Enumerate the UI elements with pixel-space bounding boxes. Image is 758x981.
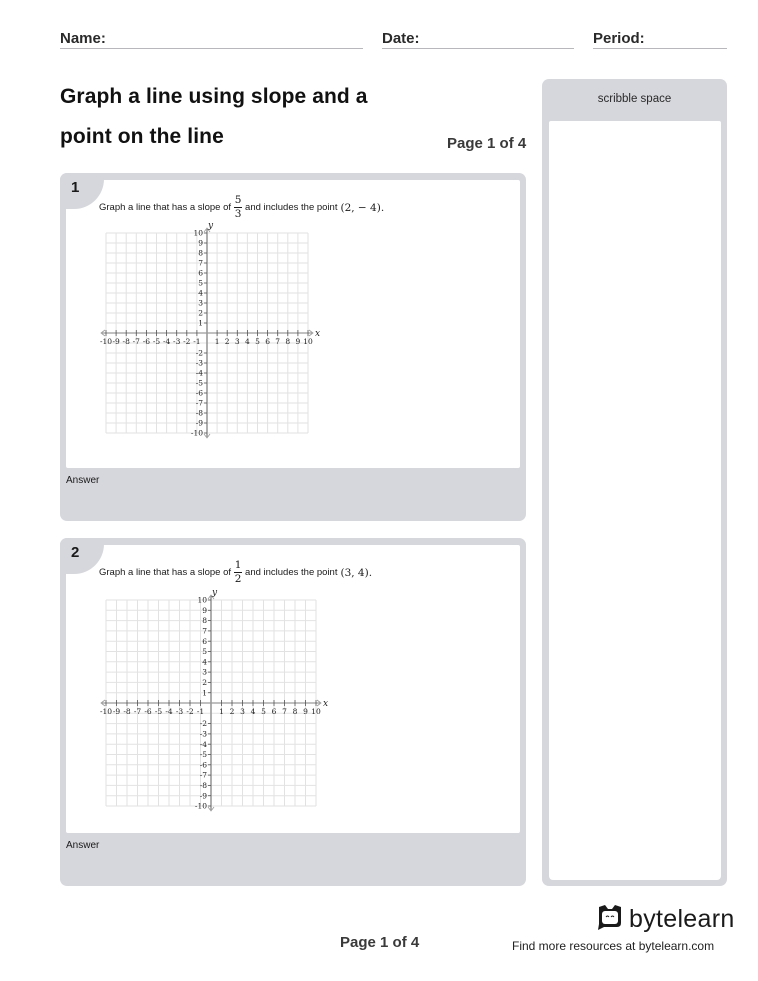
slope-numerator: 5 bbox=[234, 194, 242, 206]
svg-text:-7: -7 bbox=[195, 398, 203, 408]
svg-text:-8: -8 bbox=[199, 781, 207, 790]
svg-text:-5: -5 bbox=[154, 707, 163, 716]
svg-text:-7: -7 bbox=[133, 707, 142, 716]
svg-text:-2: -2 bbox=[199, 719, 207, 729]
svg-text:2: 2 bbox=[224, 337, 230, 346]
svg-text:6: 6 bbox=[202, 636, 207, 646]
scribble-area[interactable] bbox=[549, 121, 721, 880]
answer-label: Answer bbox=[66, 840, 100, 851]
svg-text:5: 5 bbox=[261, 707, 266, 716]
svg-text:-7: -7 bbox=[132, 337, 140, 346]
prompt-text: Graph a line that has a slope of bbox=[99, 567, 232, 578]
slope-fraction bbox=[234, 195, 242, 220]
svg-text:-8: -8 bbox=[123, 707, 131, 716]
svg-text:3: 3 bbox=[240, 707, 245, 716]
page-indicator-top: Page 1 of 4 bbox=[447, 135, 527, 152]
svg-text:-8: -8 bbox=[122, 337, 130, 346]
svg-text:-6: -6 bbox=[199, 760, 207, 770]
svg-text:9: 9 bbox=[202, 605, 207, 615]
problem-2-prompt bbox=[99, 560, 372, 585]
svg-text:1: 1 bbox=[202, 688, 207, 698]
svg-text:5: 5 bbox=[198, 278, 203, 288]
answer-label: Answer bbox=[66, 475, 100, 486]
problem-1-prompt bbox=[99, 195, 384, 220]
scribble-title: scribble space bbox=[597, 93, 672, 105]
svg-text:-4: -4 bbox=[195, 368, 203, 378]
bytelearn-logo bbox=[596, 903, 735, 936]
svg-text:-5: -5 bbox=[199, 750, 207, 760]
svg-text:-10: -10 bbox=[99, 337, 113, 346]
scribble-panel bbox=[542, 79, 727, 886]
svg-text:-3: -3 bbox=[175, 707, 184, 716]
svg-text:10: 10 bbox=[193, 228, 203, 238]
svg-text:8: 8 bbox=[285, 337, 291, 346]
coordinate-grid-1[interactable] bbox=[98, 221, 328, 441]
answer-field-1[interactable] bbox=[66, 493, 520, 515]
svg-text:1: 1 bbox=[198, 318, 203, 328]
svg-text:6: 6 bbox=[271, 707, 277, 716]
problem-number: 1 bbox=[71, 179, 80, 196]
svg-text:3: 3 bbox=[234, 337, 240, 346]
svg-text:8: 8 bbox=[198, 248, 203, 258]
svg-text:-5: -5 bbox=[195, 378, 203, 388]
bytelearn-cat-logo-icon bbox=[596, 903, 624, 936]
svg-text:1: 1 bbox=[219, 707, 224, 716]
svg-text:4: 4 bbox=[202, 657, 207, 667]
svg-text:9: 9 bbox=[198, 238, 203, 248]
svg-text:-10: -10 bbox=[99, 707, 113, 716]
svg-text:-6: -6 bbox=[195, 388, 203, 398]
coordinate-grid-2[interactable] bbox=[98, 588, 338, 814]
svg-text:-3: -3 bbox=[199, 729, 207, 739]
svg-text:5: 5 bbox=[255, 337, 260, 346]
svg-text:8: 8 bbox=[292, 707, 298, 716]
svg-text:1: 1 bbox=[214, 337, 220, 346]
answer-field-2[interactable] bbox=[66, 858, 520, 880]
svg-text:9: 9 bbox=[295, 337, 301, 346]
problem-number: 2 bbox=[71, 544, 80, 561]
svg-text:-2: -2 bbox=[183, 337, 191, 346]
svg-text:7: 7 bbox=[275, 337, 281, 346]
page-indicator-bottom: Page 1 of 4 bbox=[340, 934, 420, 951]
svg-text:9: 9 bbox=[303, 707, 308, 716]
svg-text:-2: -2 bbox=[195, 348, 203, 358]
svg-text:-6: -6 bbox=[142, 337, 151, 346]
svg-text:-8: -8 bbox=[195, 408, 203, 418]
svg-text:4: 4 bbox=[198, 288, 203, 298]
svg-text:7: 7 bbox=[198, 258, 203, 268]
svg-text:10: 10 bbox=[303, 337, 313, 346]
svg-text:-10: -10 bbox=[194, 801, 207, 811]
svg-text:3: 3 bbox=[202, 667, 207, 677]
svg-text:8: 8 bbox=[202, 616, 207, 626]
slope-denominator: 2 bbox=[234, 573, 242, 585]
svg-text:-9: -9 bbox=[199, 791, 207, 801]
svg-text:4: 4 bbox=[250, 707, 256, 716]
brand-name: bytelearn bbox=[629, 905, 735, 933]
prompt-text: Graph a line that has a slope of bbox=[99, 202, 232, 213]
svg-text:3: 3 bbox=[198, 298, 203, 308]
slope-fraction bbox=[234, 560, 242, 585]
svg-text:-3: -3 bbox=[173, 337, 181, 346]
svg-text:5: 5 bbox=[202, 647, 207, 657]
prompt-text-2: and includes the point bbox=[245, 202, 338, 213]
svg-text:2: 2 bbox=[229, 707, 235, 716]
svg-text:-7: -7 bbox=[199, 770, 207, 780]
slope-denominator: 3 bbox=[234, 208, 242, 220]
svg-text:-9: -9 bbox=[112, 707, 121, 716]
svg-text:10: 10 bbox=[311, 707, 321, 716]
svg-text:-6: -6 bbox=[144, 707, 152, 716]
date-field[interactable] bbox=[382, 30, 574, 49]
prompt-text-2: and includes the point bbox=[245, 567, 338, 578]
svg-text:4: 4 bbox=[245, 337, 250, 346]
worksheet-title-line-2: point on the line bbox=[60, 125, 224, 148]
svg-text:-2: -2 bbox=[186, 707, 194, 716]
svg-text:y: y bbox=[208, 221, 214, 231]
problem-card-2 bbox=[60, 538, 526, 886]
svg-text:-4: -4 bbox=[199, 739, 207, 749]
svg-text:y: y bbox=[212, 588, 218, 598]
svg-text:-4: -4 bbox=[162, 337, 171, 346]
svg-text:2: 2 bbox=[202, 678, 207, 687]
svg-text:-1: -1 bbox=[193, 337, 201, 346]
point-coordinates: (2, − 4). bbox=[340, 201, 385, 214]
svg-text:-4: -4 bbox=[165, 707, 173, 716]
svg-text:6: 6 bbox=[198, 268, 203, 278]
footer-tagline[interactable]: Find more resources at bytelearn.com bbox=[512, 939, 715, 953]
svg-text:7: 7 bbox=[282, 707, 287, 716]
name-label: Name: bbox=[60, 30, 106, 47]
svg-text:x: x bbox=[323, 699, 329, 709]
period-label: Period: bbox=[593, 30, 645, 47]
svg-text:x: x bbox=[315, 329, 321, 339]
svg-text:6: 6 bbox=[265, 337, 270, 346]
svg-text:2: 2 bbox=[198, 308, 203, 318]
svg-text:10: 10 bbox=[197, 595, 207, 605]
period-field[interactable] bbox=[593, 30, 727, 49]
svg-text:-10: -10 bbox=[190, 428, 203, 438]
svg-text:-9: -9 bbox=[195, 418, 203, 428]
problem-card-1 bbox=[60, 173, 526, 521]
svg-text:7: 7 bbox=[202, 626, 207, 636]
svg-text:-5: -5 bbox=[152, 337, 161, 346]
slope-numerator: 1 bbox=[234, 559, 242, 571]
svg-text:-9: -9 bbox=[112, 337, 120, 346]
svg-text:-3: -3 bbox=[195, 358, 203, 368]
svg-text:-1: -1 bbox=[196, 707, 205, 716]
worksheet-title-line-1: Graph a line using slope and a bbox=[60, 85, 368, 108]
point-coordinates: (3, 4). bbox=[340, 566, 373, 579]
date-label: Date: bbox=[382, 30, 420, 47]
name-field[interactable] bbox=[60, 30, 363, 49]
